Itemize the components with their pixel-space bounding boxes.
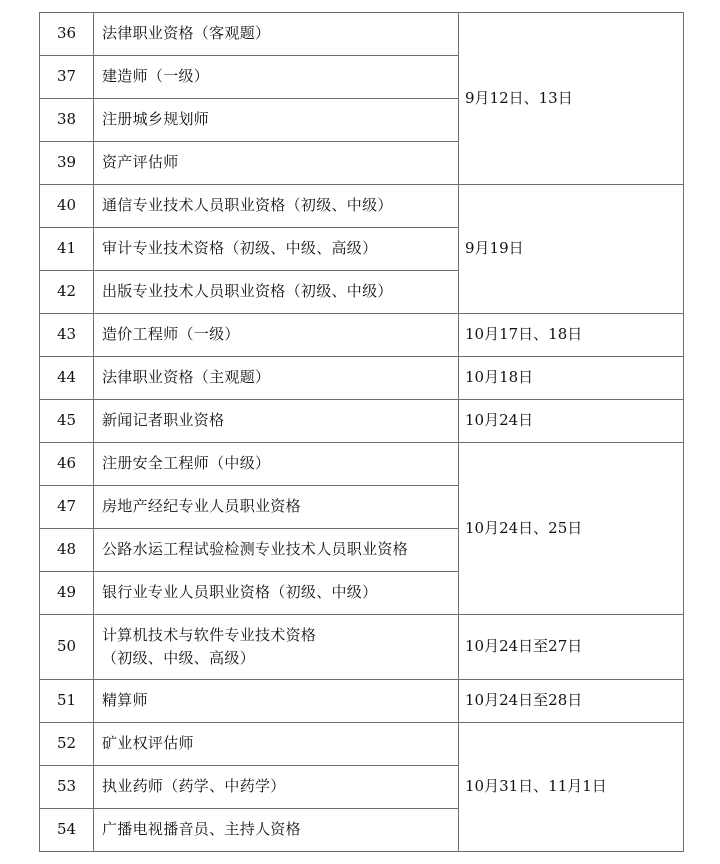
row-number: 45	[40, 400, 94, 443]
row-number: 43	[40, 314, 94, 357]
exam-name: 注册安全工程师（中级）	[94, 443, 459, 486]
exam-schedule-table	[39, 12, 684, 852]
row-number: 52	[40, 723, 94, 766]
row-number: 38	[40, 99, 94, 142]
table-row	[40, 723, 684, 766]
exam-date: 10月31日、11月1日	[459, 723, 684, 852]
exam-date: 10月18日	[459, 357, 684, 400]
exam-name: 注册城乡规划师	[94, 99, 459, 142]
exam-date: 10月24日至28日	[459, 680, 684, 723]
exam-name: 法律职业资格（客观题）	[94, 13, 459, 56]
exam-name	[94, 615, 459, 680]
exam-name: 建造师（一级）	[94, 56, 459, 99]
row-number: 51	[40, 680, 94, 723]
row-number: 37	[40, 56, 94, 99]
row-number: 50	[40, 615, 94, 680]
exam-name: 广播电视播音员、主持人资格	[94, 809, 459, 852]
exam-name: 精算师	[94, 680, 459, 723]
table-row	[40, 13, 684, 56]
table-row	[40, 443, 684, 486]
table-row	[40, 615, 684, 680]
exam-date: 10月24日至27日	[459, 615, 684, 680]
exam-name: 执业药师（药学、中药学）	[94, 766, 459, 809]
table-row	[40, 185, 684, 228]
row-number: 47	[40, 486, 94, 529]
exam-name: 新闻记者职业资格	[94, 400, 459, 443]
exam-date: 9月12日、13日	[459, 13, 684, 185]
row-number: 46	[40, 443, 94, 486]
row-number: 53	[40, 766, 94, 809]
exam-date: 10月24日、25日	[459, 443, 684, 615]
table-row	[40, 680, 684, 723]
row-number: 41	[40, 228, 94, 271]
table-row	[40, 357, 684, 400]
exam-name: 银行业专业人员职业资格（初级、中级）	[94, 572, 459, 615]
row-number: 49	[40, 572, 94, 615]
exam-name: 资产评估师	[94, 142, 459, 185]
row-number: 54	[40, 809, 94, 852]
exam-name: 造价工程师（一级）	[94, 314, 459, 357]
row-number: 36	[40, 13, 94, 56]
exam-name-line: （初级、中级、高级）	[102, 649, 256, 667]
row-number: 40	[40, 185, 94, 228]
exam-date: 9月19日	[459, 185, 684, 314]
exam-name: 公路水运工程试验检测专业技术人员职业资格	[94, 529, 459, 572]
table-row	[40, 314, 684, 357]
exam-name: 通信专业技术人员职业资格（初级、中级）	[94, 185, 459, 228]
exam-name: 法律职业资格（主观题）	[94, 357, 459, 400]
row-number: 44	[40, 357, 94, 400]
exam-date: 10月24日	[459, 400, 684, 443]
exam-name: 房地产经纪专业人员职业资格	[94, 486, 459, 529]
table-row	[40, 400, 684, 443]
exam-name-line: 计算机技术与软件专业技术资格	[102, 625, 317, 644]
exam-name: 审计专业技术资格（初级、中级、高级）	[94, 228, 459, 271]
exam-name: 矿业权评估师	[94, 723, 459, 766]
exam-name: 出版专业技术人员职业资格（初级、中级）	[94, 271, 459, 314]
row-number: 42	[40, 271, 94, 314]
row-number: 39	[40, 142, 94, 185]
row-number: 48	[40, 529, 94, 572]
exam-date: 10月17日、18日	[459, 314, 684, 357]
